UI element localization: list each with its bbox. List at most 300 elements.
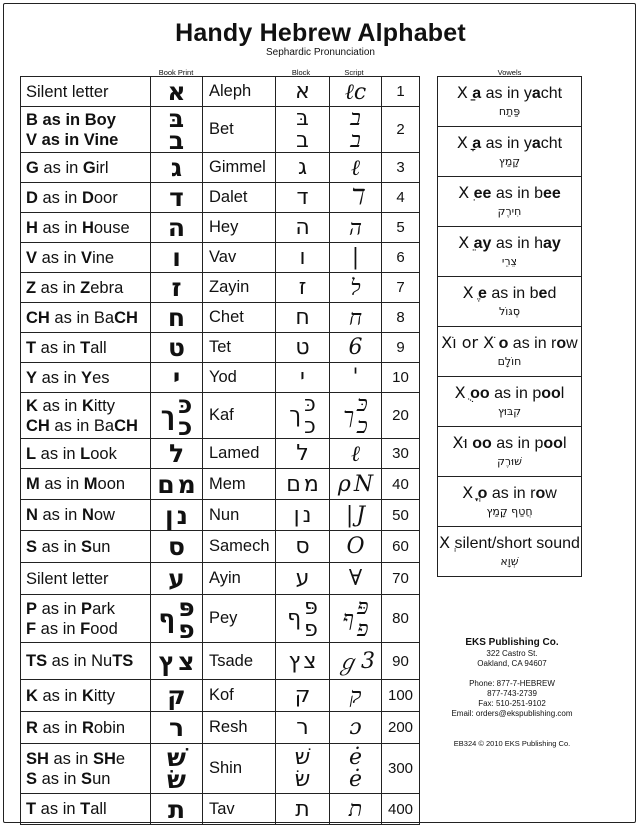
script-cell xyxy=(330,643,382,680)
block-glyph: ס xyxy=(295,534,310,559)
sound-segment: P xyxy=(81,599,93,618)
block-cell xyxy=(276,213,330,243)
sound-segment: as in xyxy=(37,218,82,237)
letter-row xyxy=(21,303,420,333)
sound-segment: as in xyxy=(48,749,93,768)
vowel-description xyxy=(438,133,581,154)
sound-segment: CH xyxy=(114,308,138,327)
script-cell xyxy=(330,77,382,107)
vowel-sound-text: as in b xyxy=(491,185,543,202)
block-glyph: שׂ xyxy=(294,766,311,792)
sound-segment: as in xyxy=(37,248,82,267)
sound-cell xyxy=(21,563,151,595)
vowel-description xyxy=(438,233,581,254)
script-glyph: ק xyxy=(349,683,362,709)
vowel-sound-text: d xyxy=(547,285,557,302)
sound-segment: L xyxy=(26,444,37,463)
sound-segment: itty xyxy=(93,686,115,705)
book-print-cell xyxy=(151,531,203,563)
sound-cell xyxy=(21,107,151,153)
sound-segment: oor xyxy=(93,188,118,207)
book-glyph: י xyxy=(172,363,181,392)
vowel-cell xyxy=(438,177,582,227)
block-glyph: מ xyxy=(303,471,319,497)
sound-segment: R xyxy=(26,718,38,737)
numeric-value: 30 xyxy=(382,439,420,469)
vowel-cell xyxy=(438,277,582,327)
sound-segment: V xyxy=(26,248,38,267)
vowel-row xyxy=(438,277,582,327)
sound-cell xyxy=(21,303,151,333)
sound-segment: SH xyxy=(92,749,116,768)
sound-segment: as in Ba xyxy=(49,308,115,327)
letter-row xyxy=(21,107,420,153)
script-glyph: N xyxy=(353,471,374,497)
sound-cell xyxy=(21,333,151,363)
sound-segment: T xyxy=(80,338,91,357)
sound-segment: as in xyxy=(37,188,82,207)
book-glyph: ז xyxy=(171,273,182,302)
script-cell xyxy=(330,712,382,744)
vowel-mark: Xָ xyxy=(456,133,468,152)
sound-segment: B xyxy=(84,110,97,129)
book-glyph-final: ף xyxy=(158,604,176,633)
sound-segment: ook xyxy=(90,444,117,463)
vowel-cell xyxy=(438,527,582,577)
publisher-info xyxy=(437,636,587,719)
block-glyph: ז xyxy=(298,275,307,300)
book-print-cell xyxy=(151,393,203,439)
sound-segment: K xyxy=(81,686,94,705)
vowel-sound-bold: e xyxy=(538,285,548,302)
block-glyph: ו xyxy=(299,245,306,270)
sound-segment: K xyxy=(26,396,38,415)
letter-row xyxy=(21,563,420,595)
vowel-hebrew-name: חִירֶק xyxy=(497,205,522,218)
book-print-cell xyxy=(151,273,203,303)
publisher-street: 322 Castro St. xyxy=(486,649,538,658)
sound-segment: as in xyxy=(37,130,84,149)
vowel-description xyxy=(438,83,581,104)
vowel-description xyxy=(438,483,581,504)
script-cell xyxy=(330,273,382,303)
sound-segment: ood xyxy=(90,619,118,638)
book-print-cell xyxy=(151,153,203,183)
numeric-value: 200 xyxy=(382,712,420,744)
sound-text: Silent letter xyxy=(26,569,109,588)
sound-segment: as in xyxy=(37,718,82,737)
vowel-sound-text: cht xyxy=(540,85,563,102)
vowel-sound-bold: ee xyxy=(543,185,561,202)
letter-name: Vav xyxy=(203,243,276,273)
sound-cell xyxy=(21,393,151,439)
block-glyph: ק xyxy=(294,683,311,708)
vowel-hebrew-name: חֲטַף קָמַץ xyxy=(486,505,533,518)
book-print-cell xyxy=(151,563,203,595)
script-glyph: ℊ xyxy=(335,650,358,676)
numeric-value: 50 xyxy=(382,500,420,531)
vowel-mark: Xֻ xyxy=(454,383,466,402)
letter-row xyxy=(21,183,420,213)
sound-segment: oy xyxy=(96,110,116,129)
vowel-sound-bold: o xyxy=(477,485,488,502)
vowel-mark: Xוּ xyxy=(452,433,468,452)
script-glyph: ℓ xyxy=(350,441,361,467)
book-print-cell xyxy=(151,77,203,107)
sound-segment: T xyxy=(26,338,37,357)
sound-segment: as in xyxy=(36,800,81,818)
letter-name: Resh xyxy=(203,712,276,744)
book-glyph: ק xyxy=(167,681,186,710)
book-print-cell xyxy=(151,500,203,531)
sound-cell xyxy=(21,531,151,563)
numeric-value: 100 xyxy=(382,680,420,712)
book-glyph: בּ xyxy=(168,106,185,133)
numeric-value: 5 xyxy=(382,213,420,243)
vowel-description xyxy=(438,333,581,354)
book-glyph: ר xyxy=(168,713,185,742)
script-glyph: O xyxy=(346,534,365,559)
book-print-cell xyxy=(151,643,203,680)
letter-name: Mem xyxy=(203,469,276,500)
vowel-row xyxy=(438,377,582,427)
vowel-row xyxy=(438,527,582,577)
letter-name: Samech xyxy=(203,531,276,563)
sound-segment: D xyxy=(26,188,38,207)
sound-segment: M xyxy=(83,475,98,493)
book-glyph: ן xyxy=(165,500,174,530)
sound-segment: H xyxy=(81,218,94,237)
book-glyph: ץ xyxy=(158,646,176,676)
script-cell xyxy=(330,243,382,273)
book-glyph: מ xyxy=(177,469,196,499)
book-glyph: ט xyxy=(168,333,185,362)
sound-segment: un xyxy=(92,769,111,788)
block-cell xyxy=(276,680,330,712)
block-cell xyxy=(276,794,330,825)
col-header-script: Script xyxy=(344,68,364,77)
block-glyph: ע xyxy=(295,566,310,591)
publisher-city: Oakland, CA 94607 xyxy=(477,659,547,668)
block-cell xyxy=(276,439,330,469)
numeric-value: 400 xyxy=(382,794,420,825)
vowel-hebrew-name: קָמַץ xyxy=(498,155,521,168)
col-header-book-print: Book Print xyxy=(158,68,194,77)
sound-cell xyxy=(21,469,151,500)
script-cell xyxy=(330,744,382,794)
sound-segment: P xyxy=(26,599,38,618)
vowel-sound-bold: o xyxy=(556,335,567,352)
sound-cell xyxy=(21,712,151,744)
sound-segment: as in xyxy=(36,278,81,297)
vowel-mark: Xִ xyxy=(458,183,470,202)
book-print-cell xyxy=(151,243,203,273)
block-glyph: ג xyxy=(297,155,308,180)
book-glyph: ד xyxy=(169,183,184,212)
book-glyph: ו xyxy=(172,243,181,272)
sound-segment: Y xyxy=(81,368,93,387)
numeric-value: 1 xyxy=(382,77,420,107)
vowel-row xyxy=(438,227,582,277)
vowel-sound-text: as in y xyxy=(481,85,532,102)
book-glyph: ה xyxy=(167,213,186,242)
sound-cell xyxy=(21,439,151,469)
sound-segment: as in Nu xyxy=(47,652,113,670)
block-glyph: כּ xyxy=(304,392,316,417)
letter-name: Yod xyxy=(203,363,276,393)
letter-row xyxy=(21,595,420,643)
script-glyph: 6 xyxy=(348,335,363,360)
sound-cell xyxy=(21,363,151,393)
book-print-cell xyxy=(151,333,203,363)
sound-segment: TS xyxy=(112,652,134,670)
block-glyph: ת xyxy=(295,796,310,822)
sound-segment: as in xyxy=(36,444,81,463)
book-glyph: א xyxy=(167,77,186,106)
sound-cell xyxy=(21,595,151,643)
book-print-cell xyxy=(151,469,203,500)
letter-name: Kaf xyxy=(203,393,276,439)
book-glyph: שׁ xyxy=(167,743,186,772)
vowel-mark: Xוֹ or Xֹ xyxy=(441,333,495,352)
script-cell xyxy=(330,153,382,183)
sound-segment: as in xyxy=(37,686,82,705)
script-cell xyxy=(330,333,382,363)
sound-segment: S xyxy=(81,537,93,556)
script-glyph: ė xyxy=(348,744,363,770)
vowel-hebrew-name: סֶגּוֹל xyxy=(499,305,520,318)
script-glyph: J xyxy=(356,502,366,528)
script-cell xyxy=(330,303,382,333)
vowel-sound-text: cht xyxy=(540,135,563,152)
vowels-header: Vowels xyxy=(497,68,522,77)
block-cell xyxy=(276,393,330,439)
sound-cell xyxy=(21,500,151,531)
block-glyph: ב xyxy=(296,127,309,153)
block-cell xyxy=(276,107,330,153)
sound-segment: obin xyxy=(93,718,126,737)
letter-name: Tet xyxy=(203,333,276,363)
letter-name: Hey xyxy=(203,213,276,243)
vowel-hebrew-name: פַּתַח xyxy=(498,105,521,118)
vowel-sound-bold: oo xyxy=(472,435,492,452)
script-cell xyxy=(330,213,382,243)
letter-name: Lamed xyxy=(203,439,276,469)
book-glyph: ב xyxy=(168,125,185,153)
letter-name: Ayin xyxy=(203,563,276,595)
sound-segment: ine xyxy=(94,130,119,149)
sound-segment: as in xyxy=(37,396,82,415)
vowel-sound-bold: oo xyxy=(543,435,563,452)
sound-cell xyxy=(21,643,151,680)
sound-cell xyxy=(21,183,151,213)
sound-segment: as in xyxy=(37,506,82,524)
sound-segment: all xyxy=(90,338,107,357)
script-glyph-final: ף xyxy=(342,606,354,632)
numeric-value: 6 xyxy=(382,243,420,273)
numeric-value: 8 xyxy=(382,303,420,333)
sound-segment: all xyxy=(90,800,107,818)
vowel-sound-text: as in b xyxy=(486,285,539,302)
numeric-value: 300 xyxy=(382,744,420,794)
letter-row xyxy=(21,213,420,243)
vowel-sound-bold: e xyxy=(478,285,487,302)
vowel-row xyxy=(438,427,582,477)
sound-segment: TS xyxy=(26,652,48,670)
book-print-cell xyxy=(151,794,203,825)
script-glyph: כ xyxy=(357,413,368,439)
sound-segment: es xyxy=(92,368,110,387)
numeric-value: 70 xyxy=(382,563,420,595)
letter-row xyxy=(21,469,420,500)
letter-row xyxy=(21,363,420,393)
letter-row xyxy=(21,680,420,712)
letter-name: Shin xyxy=(203,744,276,794)
script-cell xyxy=(330,469,382,500)
book-print-cell xyxy=(151,439,203,469)
sound-segment: K xyxy=(81,396,94,415)
vowel-sound-text: as in h xyxy=(491,235,543,252)
vowel-hebrew-name: שׁוּרֶק xyxy=(497,455,522,468)
sound-segment: CH xyxy=(114,416,138,435)
sound-segment: N xyxy=(81,506,94,524)
book-glyph: ג xyxy=(170,153,183,182)
script-cell xyxy=(330,531,382,563)
book-print-cell xyxy=(151,213,203,243)
script-glyph: ℓc xyxy=(344,79,367,105)
sound-segment: ebra xyxy=(90,278,124,297)
letter-name: Gimmel xyxy=(203,153,276,183)
publisher-phone-alt: 877-743-2739 xyxy=(487,689,537,698)
vowel-cell xyxy=(438,377,582,427)
sound-segment: as in xyxy=(36,338,81,357)
block-glyph-final: ך xyxy=(289,403,302,428)
numeric-value: 2 xyxy=(382,107,420,153)
script-cell xyxy=(330,794,382,825)
sound-segment: oon xyxy=(97,475,126,493)
sound-segment: as in xyxy=(37,537,82,556)
script-cell xyxy=(330,439,382,469)
vowel-cell xyxy=(438,127,582,177)
block-cell xyxy=(276,273,330,303)
sound-segment: R xyxy=(81,718,94,737)
sound-segment: M xyxy=(26,475,40,493)
sound-cell xyxy=(21,744,151,794)
letter-row xyxy=(21,333,420,363)
sound-segment: L xyxy=(80,444,91,463)
vowel-sound-text: as in p xyxy=(489,385,542,402)
block-cell xyxy=(276,744,330,794)
sound-segment: S xyxy=(26,537,38,556)
alphabet-table xyxy=(20,76,420,825)
vowel-row xyxy=(438,327,582,377)
block-cell xyxy=(276,243,330,273)
book-glyph: ס xyxy=(168,532,185,561)
block-glyph: ר xyxy=(296,715,309,740)
script-cell xyxy=(330,500,382,531)
letter-name: Tav xyxy=(203,794,276,825)
block-cell xyxy=(276,595,330,643)
block-cell xyxy=(276,712,330,744)
sound-segment: S xyxy=(26,769,38,788)
block-cell xyxy=(276,643,330,680)
book-glyph: פ xyxy=(178,614,195,643)
sound-cell xyxy=(21,273,151,303)
letter-row xyxy=(21,500,420,531)
script-glyph: פּ xyxy=(356,594,369,620)
script-cell xyxy=(330,183,382,213)
sound-cell xyxy=(21,77,151,107)
letter-row xyxy=(21,794,420,825)
sound-segment: F xyxy=(80,619,91,638)
sound-segment: as in xyxy=(37,368,82,387)
numeric-value: 80 xyxy=(382,595,420,643)
page-subtitle: Sephardic Pronunciation xyxy=(266,47,375,58)
vowel-sound-text: as in y xyxy=(481,135,532,152)
numeric-value: 90 xyxy=(382,643,420,680)
sound-cell xyxy=(21,680,151,712)
vowel-description xyxy=(438,433,581,454)
vowel-sound-text: as in r xyxy=(487,485,536,502)
book-print-cell xyxy=(151,595,203,643)
vowel-row xyxy=(438,127,582,177)
block-glyph: ט xyxy=(295,335,310,360)
sound-segment: CH xyxy=(26,308,50,327)
sound-segment: Y xyxy=(26,368,38,387)
block-glyph: י xyxy=(300,365,305,390)
letter-row xyxy=(21,77,420,107)
block-cell xyxy=(276,563,330,595)
vowel-cell xyxy=(438,327,582,377)
vowel-sound-bold: ee xyxy=(473,185,492,202)
sound-segment: ouse xyxy=(93,218,130,237)
book-print-cell xyxy=(151,744,203,794)
book-print-cell xyxy=(151,183,203,213)
script-glyph: ב xyxy=(350,127,361,153)
numeric-value: 10 xyxy=(382,363,420,393)
vowel-mark: Xַ xyxy=(456,83,468,102)
letter-name: Zayin xyxy=(203,273,276,303)
vowel-mark: Xְ xyxy=(439,533,451,552)
letter-row xyxy=(21,643,420,680)
publisher-phone: Phone: 877-7-HEBREW xyxy=(469,679,555,688)
vowel-hebrew-name: צֵרֵי xyxy=(501,255,518,268)
block-cell xyxy=(276,153,330,183)
letter-name: Dalet xyxy=(203,183,276,213)
script-cell xyxy=(330,393,382,439)
letter-row xyxy=(21,153,420,183)
sound-segment: K xyxy=(26,686,38,705)
block-glyph: ח xyxy=(295,305,310,330)
letter-row xyxy=(21,393,420,439)
script-glyph: ɔ xyxy=(349,715,362,740)
vowel-mark: Xֶ xyxy=(462,283,474,302)
block-glyph: שׁ xyxy=(294,744,311,770)
vowel-sound-bold: a xyxy=(472,135,482,152)
sound-segment: F xyxy=(26,619,37,638)
script-glyph: | xyxy=(351,245,360,270)
script-glyph: כּ xyxy=(357,392,368,417)
sound-segment: ark xyxy=(92,599,115,618)
sound-segment: as in Ba xyxy=(49,416,115,435)
block-cell xyxy=(276,333,330,363)
block-glyph: נ xyxy=(302,502,312,528)
sound-segment: irl xyxy=(95,158,109,177)
block-cell xyxy=(276,303,330,333)
vowel-description xyxy=(438,383,581,404)
block-cell xyxy=(276,183,330,213)
script-glyph: ρ xyxy=(337,471,351,497)
